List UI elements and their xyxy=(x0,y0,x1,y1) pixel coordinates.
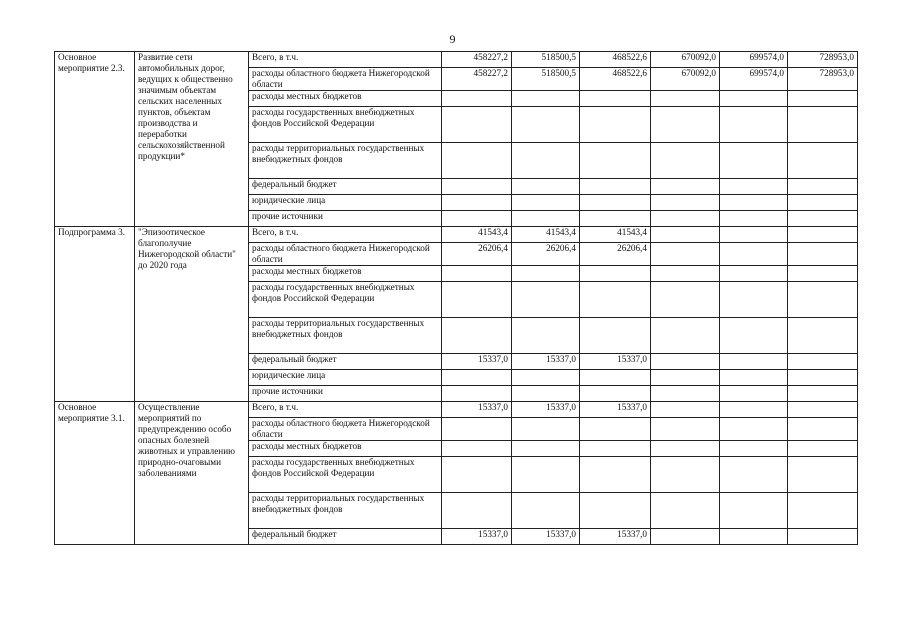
amount-cell xyxy=(442,493,512,529)
amount-cell: 15337,0 xyxy=(442,354,512,370)
amount-cell xyxy=(720,282,788,318)
amount-cell xyxy=(720,195,788,211)
amount-cell xyxy=(580,441,651,457)
amount-cell xyxy=(651,227,720,243)
amount-cell xyxy=(512,318,580,354)
amount-cell xyxy=(580,457,651,493)
amount-cell xyxy=(720,386,788,402)
amount-cell xyxy=(720,318,788,354)
amount-cell xyxy=(788,386,858,402)
amount-cell xyxy=(720,457,788,493)
amount-cell xyxy=(442,386,512,402)
amount-cell xyxy=(651,195,720,211)
amount-cell xyxy=(651,529,720,545)
amount-cell: 518500,5 xyxy=(512,52,580,68)
amount-cell: 458227,2 xyxy=(442,68,512,91)
amount-cell xyxy=(580,179,651,195)
amount-cell xyxy=(580,195,651,211)
amount-cell: 468522,6 xyxy=(580,68,651,91)
amount-cell xyxy=(442,318,512,354)
amount-cell xyxy=(720,107,788,143)
amount-cell xyxy=(720,211,788,227)
item-name: Осуществление мероприятий по предупреждению особо опасных болезней животных и управлению природно-очаговыми заболеваниями xyxy=(135,402,249,545)
amount-cell xyxy=(651,143,720,179)
amount-cell: 699574,0 xyxy=(720,52,788,68)
amount-cell xyxy=(580,370,651,386)
amount-cell xyxy=(442,107,512,143)
funding-source-label: расходы государственных внебюджетных фондов Российской Федерации xyxy=(249,107,442,143)
amount-cell xyxy=(512,107,580,143)
amount-cell xyxy=(720,143,788,179)
amount-cell xyxy=(788,370,858,386)
funding-source-label: расходы местных бюджетов xyxy=(249,266,442,282)
amount-cell xyxy=(651,211,720,227)
amount-cell xyxy=(788,318,858,354)
amount-cell: 26206,4 xyxy=(580,243,651,266)
amount-cell: 41543,4 xyxy=(442,227,512,243)
funding-source-label: расходы местных бюджетов xyxy=(249,441,442,457)
amount-cell xyxy=(720,354,788,370)
amount-cell xyxy=(788,211,858,227)
funding-source-label: расходы территориальных государственных внебюджетных фондов xyxy=(249,143,442,179)
amount-cell: 518500,5 xyxy=(512,68,580,91)
funding-source-label: юридические лица xyxy=(249,370,442,386)
amount-cell xyxy=(651,266,720,282)
amount-cell xyxy=(442,179,512,195)
amount-cell xyxy=(512,266,580,282)
amount-cell xyxy=(442,457,512,493)
funding-source-label: расходы областного бюджета Нижегородской области xyxy=(249,243,442,266)
amount-cell xyxy=(720,227,788,243)
funding-source-label: расходы местных бюджетов xyxy=(249,91,442,107)
amount-cell xyxy=(651,418,720,441)
amount-cell xyxy=(580,493,651,529)
amount-cell xyxy=(720,370,788,386)
funding-source-label: Всего, в т.ч. xyxy=(249,52,442,68)
amount-cell xyxy=(442,418,512,441)
amount-cell xyxy=(720,243,788,266)
funding-source-label: прочие источники xyxy=(249,211,442,227)
funding-source-label: расходы территориальных государственных внебюджетных фондов xyxy=(249,493,442,529)
amount-cell xyxy=(442,143,512,179)
funding-source-label: расходы областного бюджета Нижегородской области xyxy=(249,68,442,91)
funding-source-label: федеральный бюджет xyxy=(249,529,442,545)
funding-source-label: юридические лица xyxy=(249,195,442,211)
amount-cell xyxy=(512,418,580,441)
amount-cell xyxy=(442,282,512,318)
amount-cell xyxy=(651,457,720,493)
amount-cell xyxy=(720,402,788,418)
amount-cell xyxy=(788,282,858,318)
table-body xyxy=(55,52,858,545)
table-row xyxy=(55,52,858,68)
amount-cell xyxy=(788,143,858,179)
amount-cell: 468522,6 xyxy=(580,52,651,68)
amount-cell xyxy=(512,370,580,386)
amount-cell: 15337,0 xyxy=(512,529,580,545)
amount-cell xyxy=(442,211,512,227)
amount-cell xyxy=(580,318,651,354)
amount-cell xyxy=(512,179,580,195)
amount-cell xyxy=(442,195,512,211)
amount-cell xyxy=(651,386,720,402)
amount-cell xyxy=(512,211,580,227)
amount-cell xyxy=(720,441,788,457)
funding-source-label: Всего, в т.ч. xyxy=(249,402,442,418)
amount-cell xyxy=(788,179,858,195)
amount-cell: 15337,0 xyxy=(442,529,512,545)
funding-source-label: прочие источники xyxy=(249,386,442,402)
amount-cell xyxy=(788,418,858,441)
amount-cell: 15337,0 xyxy=(580,529,651,545)
amount-cell xyxy=(512,195,580,211)
amount-cell: 15337,0 xyxy=(442,402,512,418)
funding-source-label: расходы областного бюджета Нижегородской области xyxy=(249,418,442,441)
amount-cell xyxy=(651,354,720,370)
amount-cell: 670092,0 xyxy=(651,68,720,91)
amount-cell: 15337,0 xyxy=(512,354,580,370)
amount-cell xyxy=(580,282,651,318)
funding-source-label: расходы государственных внебюджетных фондов Российской Федерации xyxy=(249,282,442,318)
amount-cell xyxy=(651,107,720,143)
amount-cell xyxy=(788,91,858,107)
amount-cell xyxy=(651,282,720,318)
amount-cell xyxy=(788,227,858,243)
amount-cell xyxy=(651,370,720,386)
table-row xyxy=(55,402,858,418)
funding-source-label: расходы территориальных государственных внебюджетных фондов xyxy=(249,318,442,354)
item-code: Основное мероприятие 2.3. xyxy=(55,52,135,227)
funding-source-label: федеральный бюджет xyxy=(249,179,442,195)
amount-cell xyxy=(512,386,580,402)
table-row xyxy=(55,227,858,243)
amount-cell xyxy=(442,91,512,107)
amount-cell xyxy=(788,107,858,143)
amount-cell: 458227,2 xyxy=(442,52,512,68)
amount-cell xyxy=(580,386,651,402)
amount-cell: 41543,4 xyxy=(580,227,651,243)
item-name: Развитие сети автомобильных дорог, ведущих к общественно значимым объектам сельских населенных пунктов, объектам производства и переработки сельскохозяйственной продукции* xyxy=(135,52,249,227)
amount-cell xyxy=(442,370,512,386)
amount-cell xyxy=(651,179,720,195)
amount-cell: 15337,0 xyxy=(580,402,651,418)
item-name: "Эпизоотическое благополучие Нижегородской области" до 2020 года xyxy=(135,227,249,402)
amount-cell xyxy=(580,143,651,179)
amount-cell xyxy=(580,266,651,282)
item-code: Подпрограмма 3. xyxy=(55,227,135,402)
amount-cell xyxy=(788,529,858,545)
amount-cell xyxy=(512,143,580,179)
amount-cell xyxy=(720,179,788,195)
amount-cell xyxy=(651,493,720,529)
amount-cell xyxy=(651,318,720,354)
amount-cell xyxy=(512,91,580,107)
amount-cell: 728953,0 xyxy=(788,68,858,91)
amount-cell xyxy=(442,441,512,457)
amount-cell xyxy=(788,354,858,370)
amount-cell xyxy=(651,91,720,107)
amount-cell xyxy=(512,282,580,318)
amount-cell: 41543,4 xyxy=(512,227,580,243)
amount-cell xyxy=(651,402,720,418)
amount-cell xyxy=(720,493,788,529)
amount-cell xyxy=(512,493,580,529)
funding-source-label: федеральный бюджет xyxy=(249,354,442,370)
amount-cell xyxy=(512,441,580,457)
amount-cell xyxy=(651,243,720,266)
amount-cell: 26206,4 xyxy=(512,243,580,266)
amount-cell xyxy=(720,91,788,107)
amount-cell xyxy=(512,457,580,493)
amount-cell: 15337,0 xyxy=(512,402,580,418)
amount-cell xyxy=(788,243,858,266)
amount-cell xyxy=(720,418,788,441)
item-code: Основное мероприятие 3.1. xyxy=(55,402,135,545)
amount-cell xyxy=(651,441,720,457)
amount-cell: 15337,0 xyxy=(580,354,651,370)
amount-cell: 670092,0 xyxy=(651,52,720,68)
amount-cell: 26206,4 xyxy=(442,243,512,266)
funding-source-label: расходы государственных внебюджетных фондов Российской Федерации xyxy=(249,457,442,493)
page-number: 9 xyxy=(449,32,456,46)
amount-cell xyxy=(788,457,858,493)
amount-cell: 728953,0 xyxy=(788,52,858,68)
amount-cell xyxy=(580,418,651,441)
amount-cell xyxy=(788,441,858,457)
amount-cell xyxy=(788,195,858,211)
amount-cell xyxy=(720,266,788,282)
budget-table xyxy=(54,51,858,545)
funding-source-label: Всего, в т.ч. xyxy=(249,227,442,243)
amount-cell: 699574,0 xyxy=(720,68,788,91)
amount-cell xyxy=(580,211,651,227)
amount-cell xyxy=(788,266,858,282)
amount-cell xyxy=(580,91,651,107)
amount-cell xyxy=(720,529,788,545)
amount-cell xyxy=(580,107,651,143)
amount-cell xyxy=(788,402,858,418)
amount-cell xyxy=(442,266,512,282)
amount-cell xyxy=(788,493,858,529)
